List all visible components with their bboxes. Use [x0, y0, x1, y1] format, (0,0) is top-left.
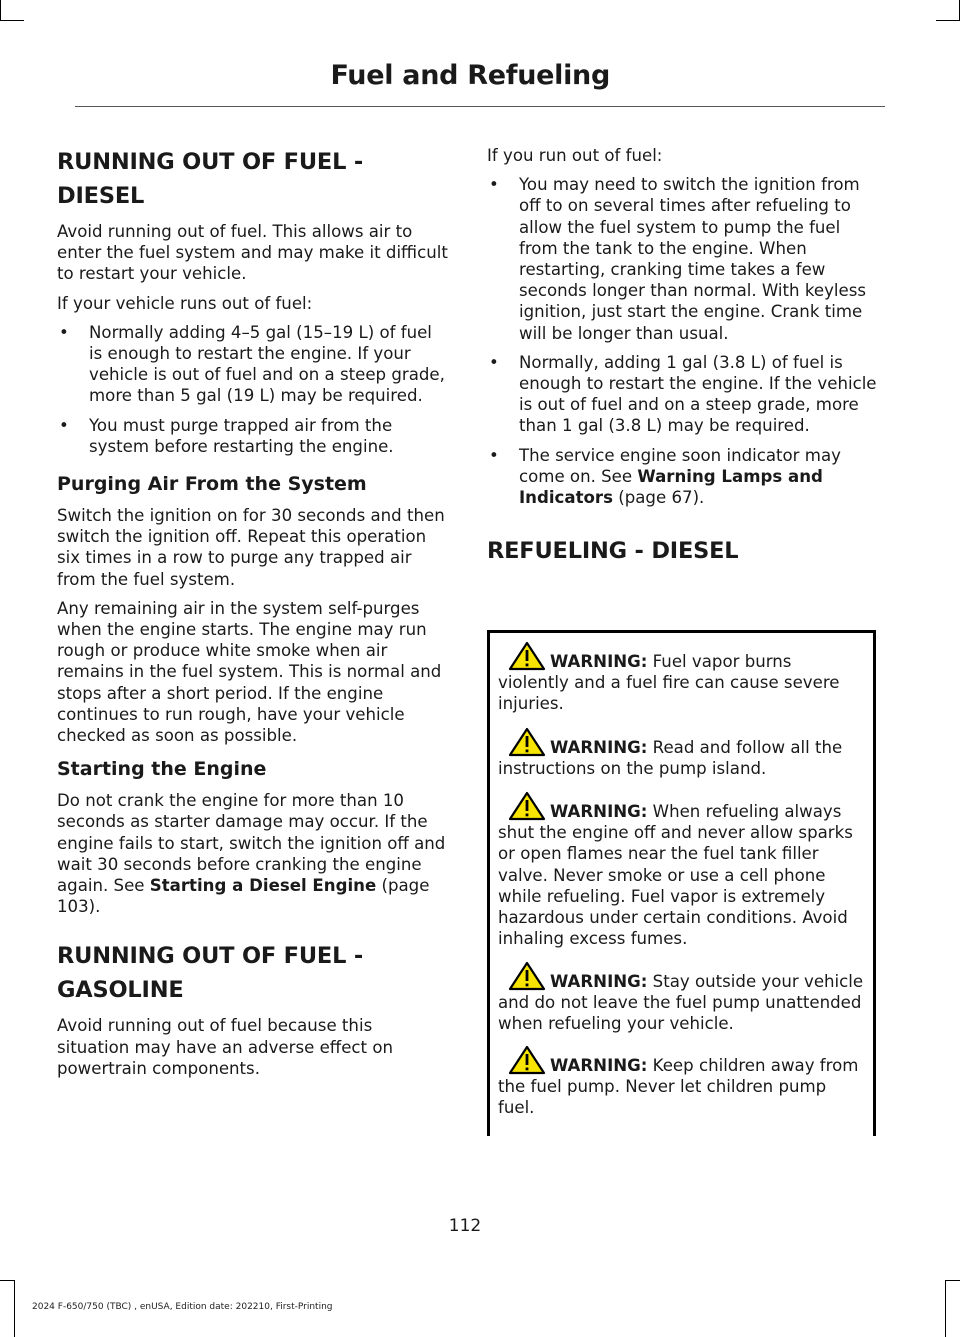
paragraph: Any remaining air in the system self-purges when the engine starts. The engine may run rough or produce white smoke when air remains in the fuel system. This is normal and stops after a short period. If the engine continues to run rough, have your vehicle checked as soon as possible. — [57, 598, 442, 746]
subsection-heading: Purging Air From the System — [57, 473, 367, 496]
list-item: • Normally, adding 1 gal (3.8 L) of fuel is enough to restart the engine. If the vehicle is out of fuel and on a steep grade, more than 1 gal (3.8 L) may be required. — [489, 352, 877, 436]
paragraph: Avoid running out of fuel because this situation may have an adverse effect on powertrain components. — [57, 1016, 393, 1078]
crop-mark — [945, 1280, 946, 1337]
crop-mark — [936, 20, 960, 21]
warning-item: WARNING: Stay outside your vehicle and do not leave the fuel pump unattended when refueling your vehicle. — [498, 961, 867, 1035]
warning-triangle-icon — [508, 1045, 546, 1075]
section-heading: RUNNING OUT OF FUEL - DIESEL — [57, 149, 363, 209]
section-heading: RUNNING OUT OF FUEL - GASOLINE — [57, 943, 363, 1004]
paragraph: If you run out of fuel: — [487, 146, 663, 165]
warning-item: WARNING: When refueling always shut the engine off and never allow sparks or open flames near the fuel tank filler valve. Never smoke or use a cell phone while refueling. Fuel vapor is extremely hazardous under certain conditions. Avoid inhaling excess fumes. — [498, 791, 867, 949]
page-number: 112 — [448, 1216, 482, 1236]
paragraph: If your vehicle runs out of fuel: — [57, 293, 313, 313]
crop-mark — [0, 20, 24, 21]
header-divider — [75, 106, 885, 107]
list-item: • You must purge trapped air from the system before restarting the engine. — [59, 415, 394, 456]
subsection-heading: Starting the Engine — [57, 758, 267, 781]
paragraph: Switch the ignition on for 30 seconds and then switch the ignition off. Repeat this operation six times in a row to purge any trapped air from the fuel system. — [57, 506, 445, 589]
paragraph: Do not crank the engine for more than 10 seconds as starter damage may occur. If the engine fails to start, switch the ignition off and wait 30 seconds before cranking the engine again. See Starting a Diesel Engine (page 103). — [57, 791, 446, 917]
cross-reference-link[interactable]: Warning Lamps and Indicators — [519, 466, 823, 508]
warning-triangle-icon — [508, 791, 546, 821]
warning-triangle-icon — [508, 727, 546, 757]
list-item: • The service engine soon indicator may come on. See Warning Lamps and Indicators (page 67). — [489, 445, 841, 508]
crop-mark — [0, 0, 1, 20]
paragraph: Avoid running out of fuel. This allows air to enter the fuel system and may make it difficult to restart your vehicle. — [57, 222, 448, 284]
left-column — [57, 145, 449, 1087]
list-item: • Normally adding 4–5 gal (15–19 L) of fuel is enough to restart the engine. If your vehicle is out of fuel and on a steep grade, more than 5 gal (19 L) may be required. — [59, 322, 445, 406]
page-title: Fuel and Refueling — [330, 60, 610, 91]
list-item: • You may need to switch the ignition from off to on several times after refueling to allow the fuel system to pump the fuel from the tank to the engine. When restarting, cranking time takes a few seconds longer than normal. With keyless ignition, just start the engine. Crank time will be longer than usual. — [489, 175, 867, 343]
crop-mark — [0, 1280, 15, 1281]
crop-mark — [945, 1280, 960, 1281]
warning-item: WARNING: Keep children away from the fuel pump. Never let children pump fuel. — [498, 1045, 867, 1119]
crop-mark — [14, 1280, 15, 1337]
section-heading: REFUELING - DIESEL — [487, 538, 739, 565]
cross-reference-link[interactable]: Starting a Diesel Engine — [149, 876, 377, 896]
warning-item: WARNING: Read and follow all the instructions on the pump island. — [498, 727, 867, 779]
warning-triangle-icon — [508, 961, 546, 991]
right-column — [487, 145, 879, 576]
warning-triangle-icon — [508, 641, 546, 671]
warning-item: WARNING: Fuel vapor burns violently and a fuel fire can cause severe injuries. — [498, 641, 867, 715]
warning-box — [487, 630, 876, 1136]
footer-edition-note: 2024 F-650/750 (TBC) , enUSA, Edition date: 202210, First-Printing — [32, 1302, 333, 1312]
